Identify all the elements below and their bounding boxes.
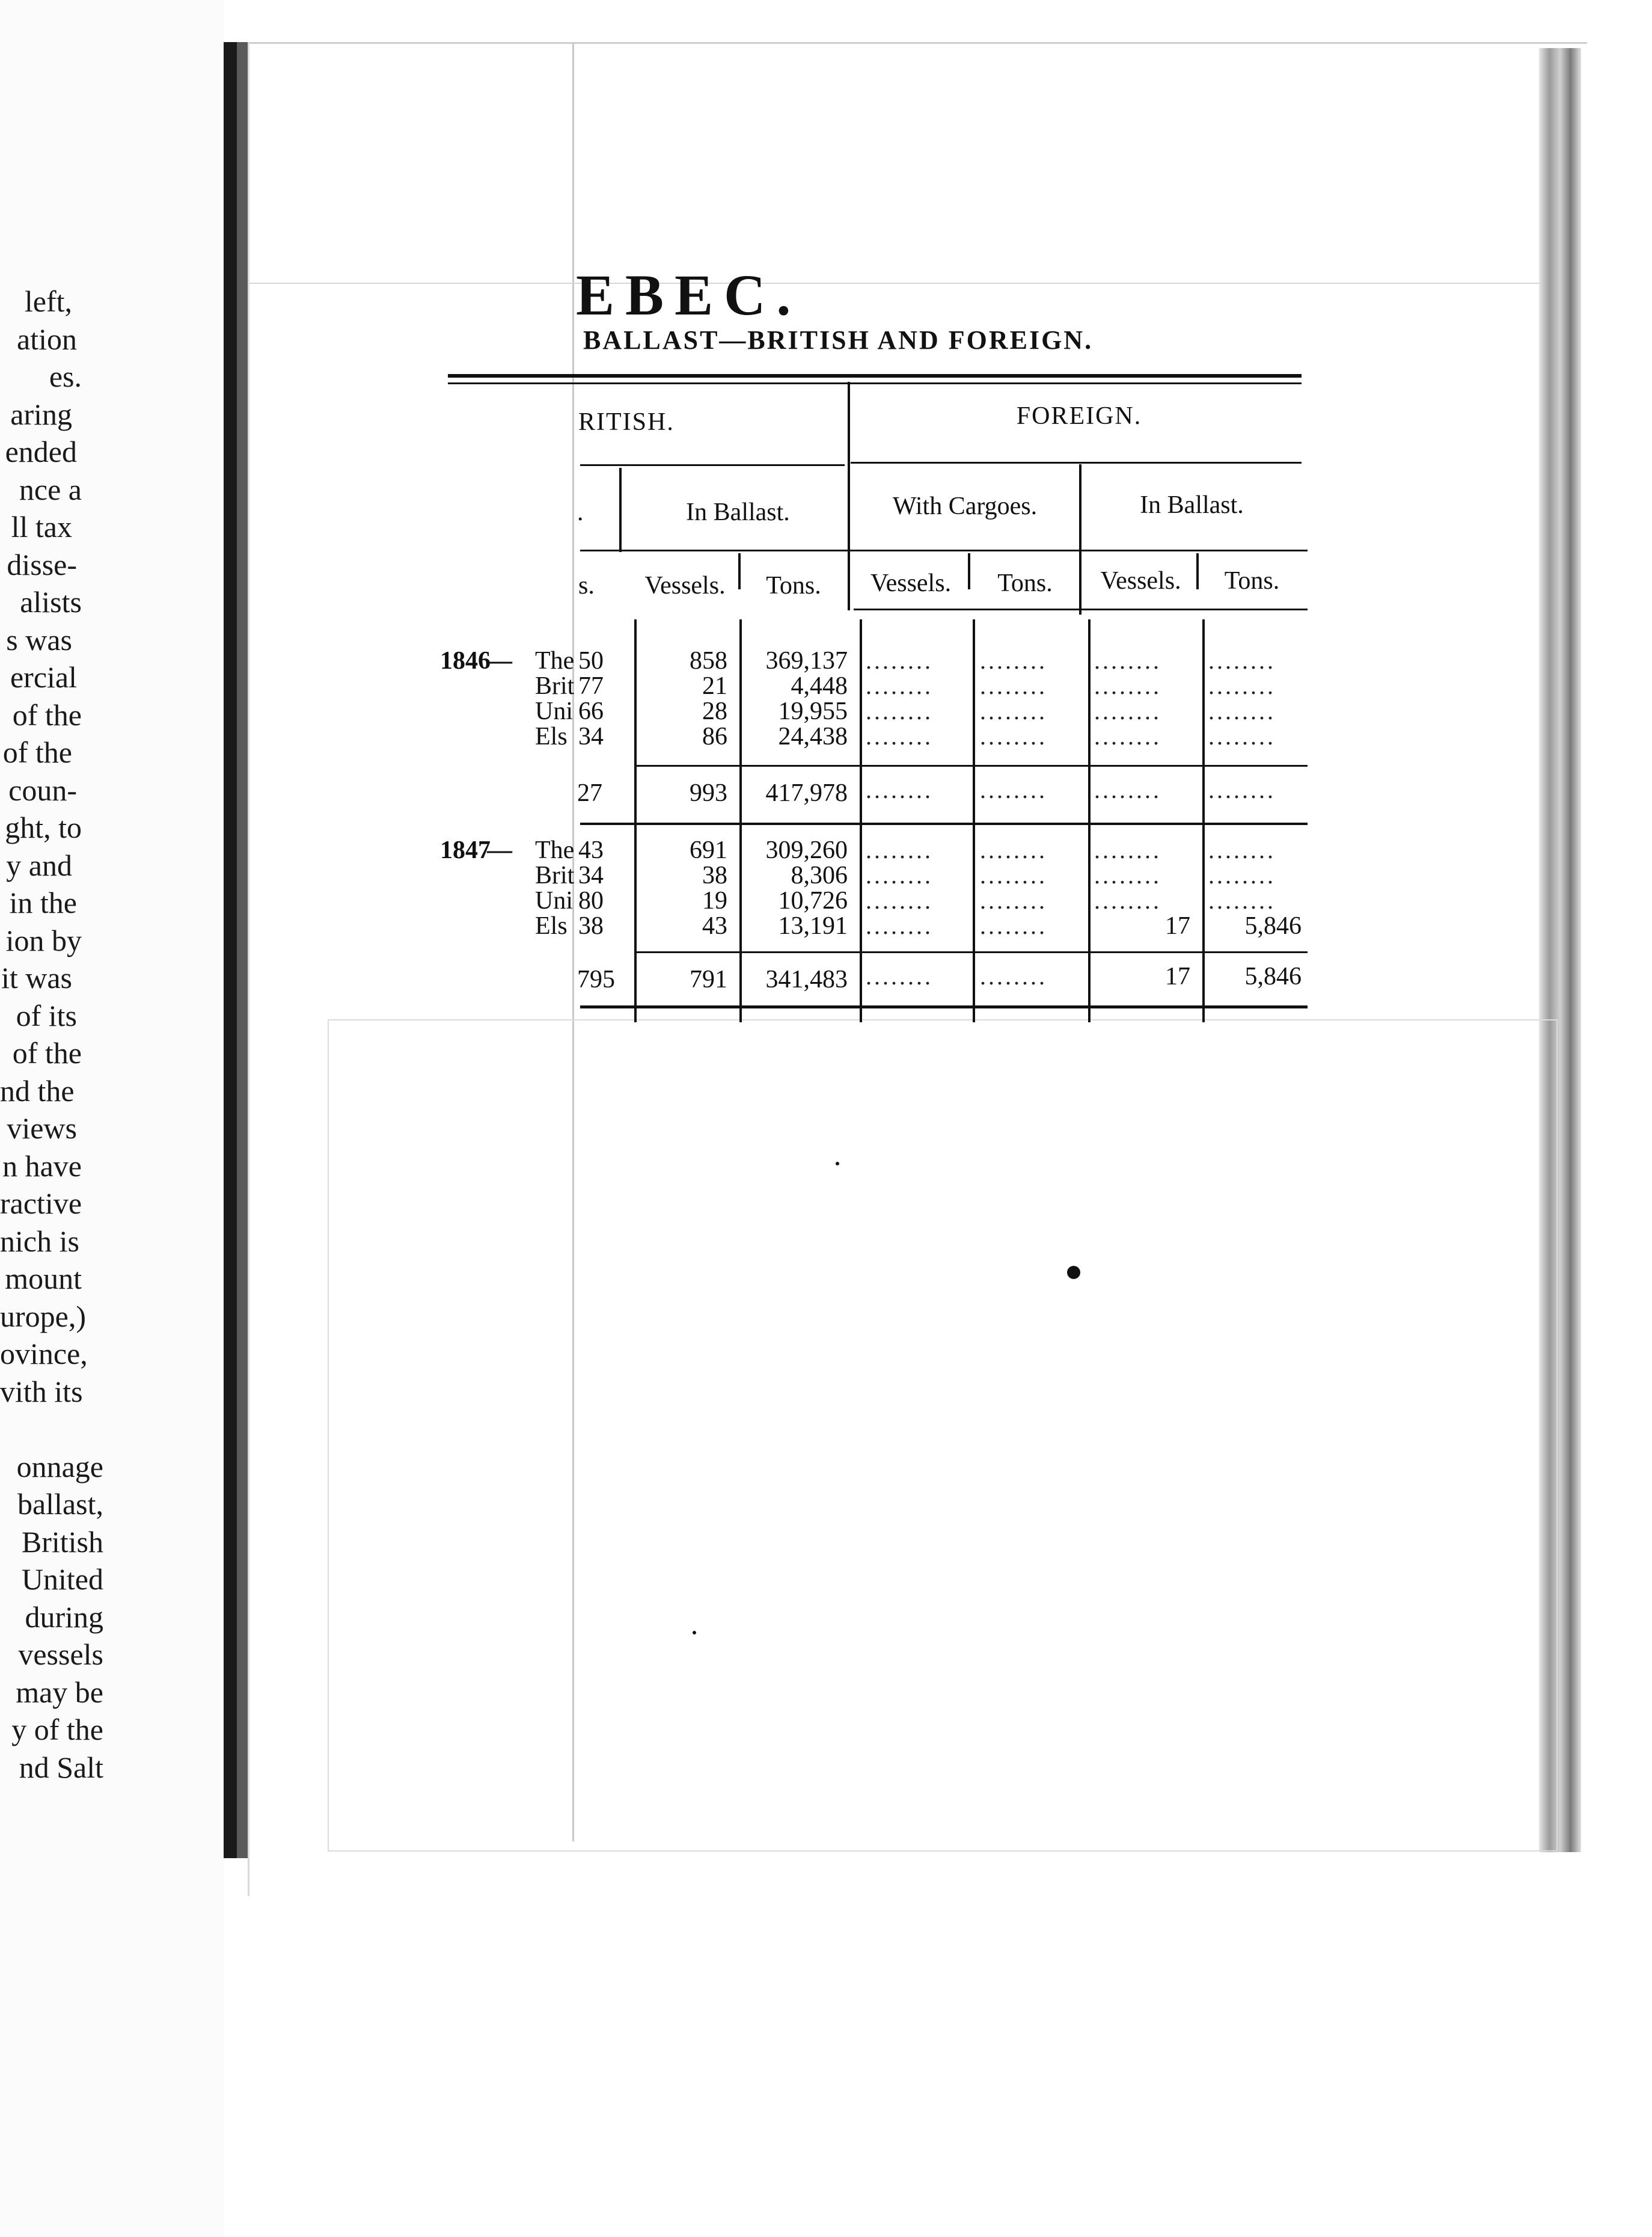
- row-dots: ........: [1208, 672, 1276, 699]
- spine-edge: [237, 42, 248, 1858]
- row-ballast-vessels: 28: [702, 698, 727, 725]
- header-british: RITISH.: [578, 408, 675, 436]
- total-1846-dots-1: ........: [866, 776, 933, 803]
- row-ballast-vessels: 858: [690, 647, 727, 675]
- total-1847-partial: 795: [577, 966, 615, 993]
- row-ballast-tons: 4,448: [791, 672, 848, 700]
- left-page-line: of the: [2, 735, 72, 769]
- left-page-line: vessels: [18, 1637, 103, 1671]
- row-partial-value: 50: [578, 647, 604, 675]
- total-1846-tons: 417,978: [765, 779, 848, 807]
- header-british-in-ballast: In Ballast.: [686, 499, 790, 526]
- row-partial-value: 66: [578, 698, 604, 725]
- left-page-line: ation: [17, 322, 77, 356]
- dash-1847: —: [487, 836, 512, 864]
- rule-1847-subtotal: [634, 951, 1308, 953]
- vline-body-2: [739, 619, 742, 1022]
- row-dots: ........: [866, 723, 933, 750]
- left-page-line: ovince,: [0, 1337, 88, 1370]
- row-dots: ........: [866, 836, 933, 864]
- row-dots: ........: [1094, 672, 1161, 699]
- header-col-partial: s.: [578, 572, 595, 600]
- row-dots: ........: [1208, 647, 1276, 674]
- left-page-line: British: [21, 1524, 103, 1559]
- row-dots: ........: [1094, 698, 1161, 725]
- row-dots: ........: [866, 912, 933, 939]
- left-page-line: s was: [6, 622, 72, 657]
- row-dots: ........: [980, 862, 1047, 889]
- rule-under-foreign: [851, 462, 1302, 464]
- vline-partial: [619, 468, 622, 552]
- rule-table-bottom: [580, 1005, 1308, 1008]
- left-page-line: ion by: [5, 923, 82, 957]
- row-dots: ........: [866, 672, 933, 699]
- vline-ballast-vessels: [738, 553, 741, 589]
- total-1847-dots-1: ........: [866, 963, 933, 990]
- table-top-rule: [448, 374, 1302, 378]
- left-page-line: nd Salt: [19, 1750, 103, 1784]
- row-dots: ........: [1094, 862, 1161, 889]
- ink-speck-small: [836, 1162, 839, 1165]
- header-foreign-ballast-vessels: Vessels.: [1100, 567, 1181, 595]
- left-page-line: n have: [2, 1149, 82, 1183]
- left-page-line: of the: [12, 1036, 82, 1070]
- left-page-line: aring: [10, 397, 72, 431]
- left-page-line: views: [7, 1111, 77, 1145]
- left-page-line: y of the: [11, 1713, 103, 1746]
- total-1846-dots-3: ........: [1094, 776, 1161, 803]
- row-dots: ........: [980, 887, 1047, 914]
- left-page-line: alists: [20, 585, 82, 619]
- row-dots: ........: [1208, 698, 1276, 725]
- row-dots: ........: [980, 647, 1047, 674]
- total-1847-dots-2: ........: [980, 963, 1047, 990]
- row-dots: ........: [1094, 723, 1161, 750]
- vline-body-4: [973, 619, 975, 1022]
- row-dots: ........: [866, 887, 933, 914]
- left-page-line: of its: [16, 998, 77, 1033]
- row-ballast-vessels: 38: [702, 862, 727, 889]
- row-dots: ........: [980, 698, 1047, 725]
- row-label: Uni: [535, 887, 573, 915]
- left-page-line: urope,): [0, 1299, 86, 1333]
- left-page-line: in the: [9, 886, 77, 919]
- row-ballast-vessels: 691: [690, 836, 727, 864]
- left-page-line: onnage: [16, 1449, 103, 1484]
- row-ballast-tons: 13,191: [778, 912, 848, 940]
- row-ballast-tons: 10,726: [778, 887, 848, 915]
- row-label: Uni: [535, 698, 573, 725]
- total-1846-vessels: 993: [690, 779, 727, 807]
- header-foreign-ballast-tons: Tons.: [1224, 567, 1280, 595]
- row-ballast-tons: 369,137: [765, 647, 848, 675]
- header-foreign-in-ballast: In Ballast.: [1140, 491, 1244, 519]
- total-1846-dots-4: ........: [1208, 776, 1276, 803]
- left-page-line: ended: [5, 435, 77, 468]
- left-page-line: nd the: [0, 1073, 75, 1108]
- row-dots: ........: [1094, 836, 1161, 864]
- row-ballast-vessels: 21: [702, 672, 727, 700]
- left-page-line: United: [21, 1562, 103, 1596]
- left-page-line: during: [25, 1600, 103, 1634]
- header-british-cargo-partial: .: [577, 499, 584, 526]
- vline-foreign-ballast-mid: [1196, 553, 1199, 589]
- total-1847-foreign-ballast-tons: 5,846: [1244, 963, 1302, 990]
- left-page-line: coun-: [8, 773, 77, 807]
- row-dots: ........: [866, 862, 933, 889]
- fold-crease: [248, 283, 1540, 284]
- row-label: The: [535, 647, 575, 675]
- row-dots: ........: [1208, 836, 1276, 864]
- total-1847-vessels: 791: [690, 966, 727, 993]
- row-ballast-tons: 24,438: [778, 723, 848, 750]
- header-foreign-cargo-vessels: Vessels.: [870, 569, 952, 597]
- header-foreign: FOREIGN.: [1016, 402, 1142, 430]
- page-subtitle: BALLAST—BRITISH AND FOREIGN.: [583, 325, 1094, 355]
- left-page-line: ballast,: [17, 1487, 103, 1521]
- row-label: Els: [535, 723, 567, 750]
- left-page-line: mount: [5, 1262, 82, 1295]
- vline-body-1: [634, 619, 637, 1022]
- rule-after-1846: [580, 823, 1308, 825]
- row-dots: ........: [980, 672, 1047, 699]
- ink-speck-small-2: [693, 1631, 696, 1634]
- header-british-ballast-tons: Tons.: [766, 572, 821, 600]
- row-label: The: [535, 836, 575, 864]
- vline-body-3: [860, 619, 862, 1022]
- row-partial-value: 34: [578, 862, 604, 889]
- left-page-line: es.: [49, 360, 82, 393]
- row-label: Brit: [535, 672, 575, 700]
- table-top-rule-thin: [448, 382, 1302, 384]
- left-page-line: nce a: [19, 472, 82, 506]
- row-partial-value: 77: [578, 672, 604, 700]
- book-spine: [224, 42, 237, 1858]
- left-page-line: y and: [6, 848, 72, 882]
- row-dots: ........: [1208, 723, 1276, 750]
- row-ballast-tons: 8,306: [791, 862, 848, 889]
- total-1846-dots-2: ........: [980, 776, 1047, 803]
- header-british-ballast-vessels: Vessels.: [644, 572, 726, 600]
- rule-under-british: [580, 464, 845, 466]
- left-page-line: may be: [16, 1675, 103, 1709]
- page-title: EBEC.: [576, 263, 802, 327]
- row-dots: ........: [866, 698, 933, 725]
- rule-under-subheaders: [580, 550, 1308, 551]
- row-ballast-vessels: 43: [702, 912, 727, 940]
- year-1847: 1847: [440, 836, 491, 864]
- row-dots: ........: [1208, 862, 1276, 889]
- row-dots: ........: [1094, 647, 1161, 674]
- header-foreign-with-cargoes: With Cargoes.: [892, 493, 1038, 520]
- row-dots: ........: [1094, 887, 1161, 914]
- row-dots: ........: [980, 723, 1047, 750]
- inserted-sheet-outline: [328, 1019, 1558, 1852]
- row-label: Brit: [535, 862, 575, 889]
- left-page-line: vith its: [0, 1374, 83, 1408]
- left-page-line: ght, to: [5, 811, 82, 844]
- left-page-line: it was: [1, 961, 72, 995]
- left-page-line: nich is: [0, 1224, 79, 1258]
- row-partial-value: 80: [578, 887, 604, 915]
- ink-speck: [1067, 1266, 1080, 1279]
- header-foreign-cargo-tons: Tons.: [997, 569, 1053, 597]
- row-dots: ........: [1208, 887, 1276, 914]
- year-1846: 1846: [440, 647, 491, 675]
- vline-british-foreign: [848, 382, 850, 610]
- total-1847-tons: 341,483: [765, 966, 848, 993]
- left-page-line: ractive: [0, 1186, 82, 1220]
- left-page-line: left,: [24, 284, 72, 318]
- row-dots: ........: [980, 912, 1047, 939]
- vline-foreign-cargo-mid: [968, 553, 970, 589]
- left-page-line: disse-: [7, 547, 77, 581]
- left-page-line: of the: [12, 698, 82, 732]
- total-1847-foreign-ballast-vessels: 17: [1165, 963, 1190, 990]
- left-page-line: ll tax: [11, 510, 72, 544]
- row-partial-value: 38: [578, 912, 604, 940]
- vline-foreign-sub: [1079, 464, 1081, 615]
- left-page-line: ercial: [10, 660, 77, 694]
- vline-body-5: [1088, 619, 1091, 1022]
- row-ballast-tons: 309,260: [765, 836, 848, 864]
- row-ballast-tons: 19,955: [778, 698, 848, 725]
- row-ballast-vessels: 19: [702, 887, 727, 915]
- row-foreign-ballast-tons: 5,846: [1244, 912, 1302, 940]
- row-dots: ........: [866, 647, 933, 674]
- rule-1846-subtotal: [634, 765, 1308, 767]
- total-1846-partial: 27: [577, 779, 602, 807]
- row-ballast-vessels: 86: [702, 723, 727, 750]
- row-foreign-ballast-vessels: 17: [1165, 912, 1190, 940]
- row-label: Els: [535, 912, 567, 940]
- row-partial-value: 34: [578, 723, 604, 750]
- row-dots: ........: [980, 836, 1047, 864]
- vline-body-6: [1202, 619, 1205, 1022]
- dash-1846: —: [487, 647, 512, 675]
- row-partial-value: 43: [578, 836, 604, 864]
